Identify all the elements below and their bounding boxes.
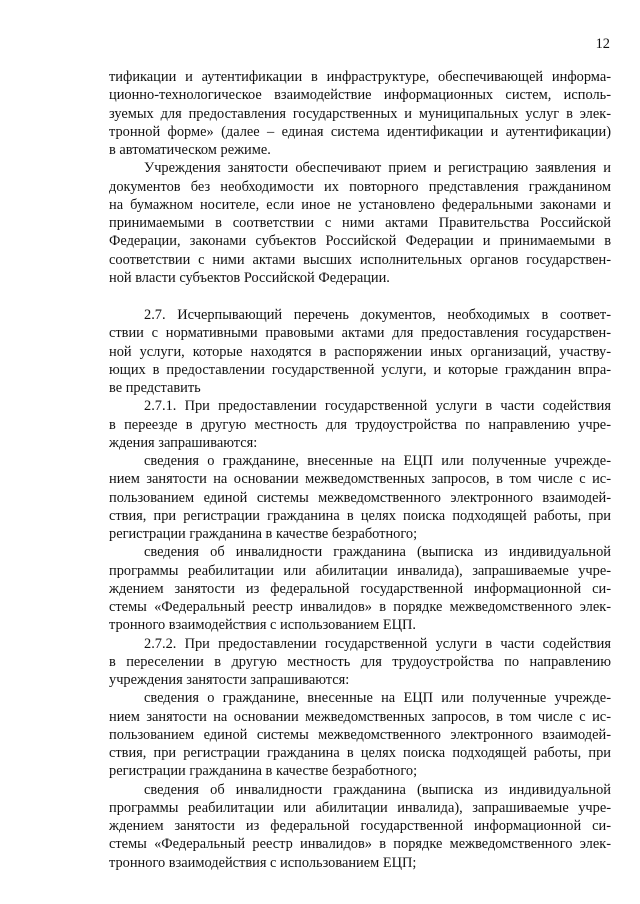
text-line: программы реабилитации или абилитации инвалида), запрашиваемые учре-	[109, 799, 611, 816]
text-line: ждения запрашиваются:	[109, 434, 258, 451]
text-line: пользованием единой системы межведомственного электронного взаимодей-	[109, 489, 611, 506]
text-line: ждением занятости из федеральной государственной информационной си-	[109, 580, 611, 597]
text-line: сведения об инвалидности гражданина (выписка из индивидуальной	[144, 781, 611, 798]
text-line: сведения об инвалидности гражданина (выписка из индивидуальной	[144, 544, 611, 561]
text-line: ве представить	[109, 380, 201, 396]
text-line: программы реабилитации или абилитации инвалида), запрашиваемые учре-	[109, 562, 611, 579]
text-line: документов без необходимости их повторного представления гражданином	[109, 178, 611, 195]
text-line: на бумажном носителе, если иное не установлено федеральными законами и	[109, 196, 611, 213]
text-line: стемы «Федеральный реестр инвалидов» в порядке межведомственного элек-	[109, 836, 611, 853]
text-line: ной власти субъектов Российской Федерации.	[109, 269, 390, 286]
paragraph	[109, 689, 611, 780]
text-line: учреждения занятости запрашиваются:	[109, 672, 350, 688]
paragraph-gap	[109, 287, 611, 306]
text-line: тификации и аутентификации в инфраструктуре, обеспечивающей информа-	[109, 69, 611, 85]
text-line: соответствии с ними актами высших исполнительных органов государствен-	[109, 251, 611, 268]
text-line: ждением занятости из федеральной государственной информационной си-	[109, 818, 611, 834]
text-line: в автоматическом режиме.	[109, 142, 271, 158]
text-line: тронного взаимодействия с использованием ЕЦП;	[109, 854, 417, 871]
text-line: ствии с нормативными правовыми актами для предоставления государствен-	[109, 325, 611, 342]
paragraph	[109, 452, 611, 543]
text-line: принимаемыми в соответствии с ними актами Правительства Российской	[109, 215, 611, 231]
text-line: 2.7. Исчерпывающий перечень документов, необходимых в соответ-	[144, 307, 611, 323]
text-line: ной услуги, которые находятся в распоряжении иных организаций, участву-	[109, 343, 611, 360]
text-line: нием занятости на основании межведомственных запросов, в том числе с ис-	[109, 471, 611, 488]
text-line: сведения о гражданине, внесенные на ЕЦП или полученные учрежде-	[144, 453, 611, 469]
text-line: 2.7.2. При предоставлении государственной услуги в части содействия	[144, 635, 611, 652]
text-line: в переселении в другую местность для трудоустройства по направлению	[109, 653, 611, 670]
text-line: 2.7.1. При предоставлении государственной услуги в части содействия	[144, 398, 611, 415]
text-line: зуемых для предоставления государственных и муниципальных услуг в элек-	[109, 105, 611, 122]
text-line: тронной форме» (далее – единая система идентификации и аутентификации)	[109, 123, 611, 140]
paragraph	[109, 635, 611, 690]
text-line: пользованием единой системы межведомственного электронного взаимодей-	[109, 726, 611, 743]
text-line: тронного взаимодействия с использованием ЕЦП.	[109, 617, 417, 634]
text-line: регистрации гражданина в качестве безработного;	[109, 526, 418, 542]
paragraph	[109, 781, 611, 872]
text-line: нием занятости на основании межведомственных запросов, в том числе с ис-	[109, 708, 611, 725]
text-line: сведения о гражданине, внесенные на ЕЦП или полученные учрежде-	[144, 690, 611, 707]
paragraph	[109, 397, 611, 452]
paragraph	[109, 543, 611, 634]
text-line: ционно-технологическое взаимодействие информационных систем, исполь-	[109, 87, 611, 104]
page-number: 12	[595, 36, 610, 52]
text-line: Федерации, законами субъектов Российской Федерации и принимаемыми в	[109, 233, 611, 250]
paragraph	[109, 306, 611, 397]
text-line: ющих в предоставлении государственной услуги, и которые гражданин впра-	[109, 361, 611, 378]
paragraph	[109, 159, 611, 287]
text-line: ствия, при регистрации гражданина в целях поиска подходящей работы, при	[109, 507, 611, 524]
text-line: Учреждения занятости обеспечивают прием и регистрацию заявления и	[144, 160, 611, 177]
document-body	[109, 68, 611, 872]
text-line: регистрации гражданина в качестве безработного;	[109, 763, 418, 780]
text-line: ствия, при регистрации гражданина в целях поиска подходящей работы, при	[109, 745, 611, 761]
paragraph	[109, 68, 611, 159]
text-line: стемы «Федеральный реестр инвалидов» в порядке межведомственного элек-	[109, 599, 611, 615]
text-line: в переезде в другую местность для трудоустройства по направлению учре-	[109, 416, 611, 433]
